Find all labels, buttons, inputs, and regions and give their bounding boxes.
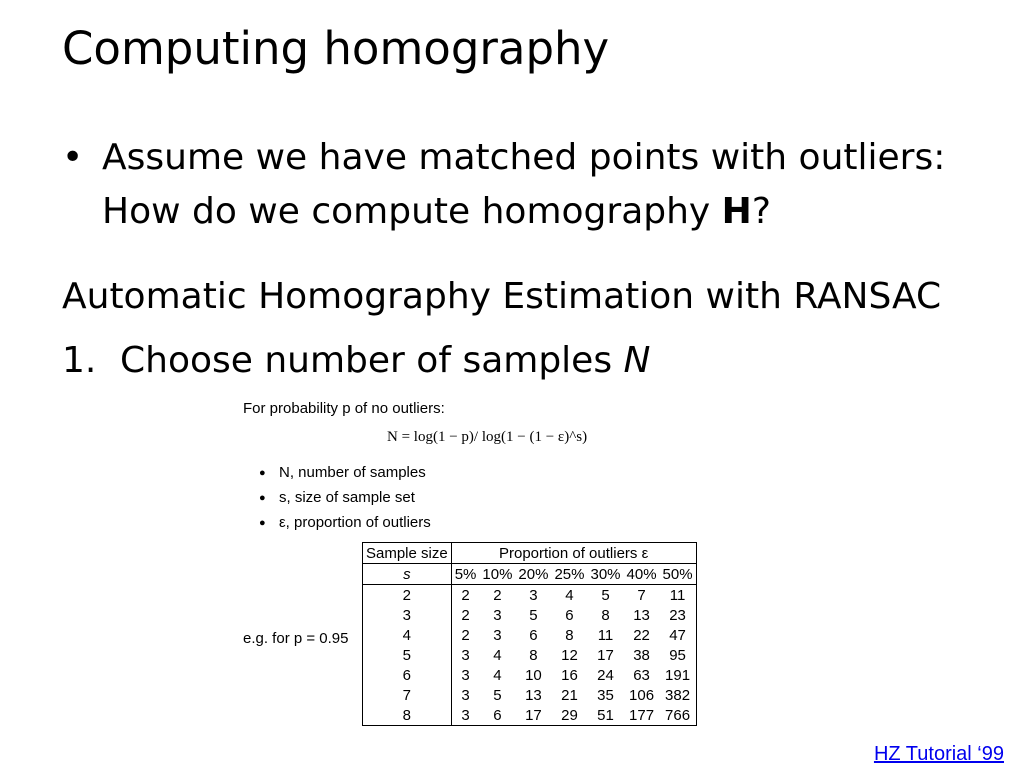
table-row xyxy=(363,605,697,625)
table-header-row xyxy=(363,543,697,564)
column-header: 40% xyxy=(624,564,660,585)
step-number: 1. xyxy=(62,340,97,381)
bullet-line-2-end: ? xyxy=(751,191,771,232)
row-sample-size: 4 xyxy=(363,625,452,645)
table-cell: 13 xyxy=(525,686,542,704)
figure-bullet: ● N, number of samples xyxy=(259,464,426,481)
figure-bullet-text: N, number of samples xyxy=(279,464,426,481)
header-s xyxy=(363,564,452,585)
table-cell: 382 xyxy=(665,686,691,704)
table-cell: 38 xyxy=(633,646,650,664)
step-variable: N xyxy=(623,340,651,381)
table-cell: 10 xyxy=(525,666,542,684)
row-sample-size: 3 xyxy=(363,605,452,625)
table-cell: 5 xyxy=(529,606,538,624)
figure-bullet: ● ε, proportion of outliers xyxy=(259,514,431,531)
row-sample-size: 8 xyxy=(363,705,452,726)
table-cell: 3 xyxy=(461,686,470,704)
table-cell: 6 xyxy=(529,626,538,644)
bullet-dot: • xyxy=(62,137,84,178)
table-cell: 8 xyxy=(565,626,574,644)
table-cell: 21 xyxy=(561,686,578,704)
table-cell: 17 xyxy=(597,646,614,664)
bullet-line-2-text: How do we compute homography xyxy=(102,191,722,232)
table-cell: 2 xyxy=(461,606,470,624)
table-cell: 8 xyxy=(601,606,610,624)
table-cell: 2 xyxy=(461,586,470,604)
table-cell: 63 xyxy=(633,666,650,684)
column-header: 50% xyxy=(660,564,697,585)
table-cell: 22 xyxy=(633,626,650,644)
table-cell: 191 xyxy=(665,666,691,684)
bullet-line-2-bold: H xyxy=(721,191,752,232)
column-header: 30% xyxy=(587,564,623,585)
table-cell: 23 xyxy=(669,606,686,624)
table-column-row xyxy=(363,564,697,585)
slide-title: Computing homography xyxy=(62,22,610,75)
row-sample-size: 7 xyxy=(363,685,452,705)
column-header: 5% xyxy=(451,564,479,585)
ransac-figure xyxy=(243,400,743,745)
figure-bullet-list xyxy=(243,464,431,539)
figure-bullet-text: ε, proportion of outliers xyxy=(279,514,431,531)
header-s-label: s xyxy=(403,565,411,583)
table-cell: 6 xyxy=(565,606,574,624)
table-cell: 6 xyxy=(493,706,502,724)
table-cell: 106 xyxy=(629,686,655,704)
table-cell: 13 xyxy=(633,606,650,624)
table-cell: 35 xyxy=(597,686,614,704)
table-cell: 3 xyxy=(461,646,470,664)
table-row xyxy=(363,625,697,645)
table-cell: 2 xyxy=(461,626,470,644)
row-sample-size: 6 xyxy=(363,665,452,685)
column-header: 10% xyxy=(479,564,515,585)
table-cell: 16 xyxy=(561,666,578,684)
table-cell: 4 xyxy=(493,646,502,664)
table-row xyxy=(363,645,697,665)
column-header: 25% xyxy=(551,564,587,585)
table-cell: 3 xyxy=(461,666,470,684)
table-cell: 3 xyxy=(461,706,470,724)
table-row xyxy=(363,665,697,685)
table-cell: 47 xyxy=(669,626,686,644)
table-cell: 766 xyxy=(665,706,691,724)
formula: N = log(1 − p)/ log(1 − (1 − ε)^s) xyxy=(387,429,588,445)
table-cell: 2 xyxy=(493,586,502,604)
table-cell: 51 xyxy=(597,706,614,724)
header-proportion: Proportion of outliers ε xyxy=(451,543,696,564)
bullet-line-2 xyxy=(102,185,1002,239)
table-row xyxy=(363,685,697,705)
table-cell: 4 xyxy=(565,586,574,604)
table-cell: 5 xyxy=(601,586,610,604)
table-cell: 12 xyxy=(561,646,578,664)
table-cell: 17 xyxy=(525,706,542,724)
row-sample-size: 2 xyxy=(363,585,452,606)
samples-table xyxy=(362,542,697,726)
figure-bullet-text: s, size of sample set xyxy=(279,489,415,506)
table-cell: 95 xyxy=(669,646,686,664)
table-cell: 11 xyxy=(597,626,614,644)
example-label: e.g. for p = 0.95 xyxy=(243,630,349,647)
table-cell: 4 xyxy=(493,666,502,684)
column-header: 20% xyxy=(515,564,551,585)
row-sample-size: 5 xyxy=(363,645,452,665)
hz-tutorial-link[interactable]: HZ Tutorial ‘99 xyxy=(873,743,1004,765)
probability-text: For probability p of no outliers: xyxy=(243,400,445,417)
table-cell: 7 xyxy=(637,586,646,604)
table-cell: 3 xyxy=(493,606,502,624)
table-cell: 29 xyxy=(561,706,578,724)
table-cell: 3 xyxy=(529,586,538,604)
table-row xyxy=(363,705,697,726)
table-row xyxy=(363,585,697,606)
table-cell: 8 xyxy=(529,646,538,664)
bullet-line-1: Assume we have matched points with outliers: xyxy=(102,137,946,178)
table-cell: 24 xyxy=(597,666,614,684)
table-cell: 3 xyxy=(493,626,502,644)
header-sample-size: Sample size xyxy=(363,543,452,564)
step-text-main: Choose number of samples xyxy=(120,340,624,381)
table-cell: 5 xyxy=(493,686,502,704)
step-text xyxy=(120,340,650,381)
table-cell: 11 xyxy=(669,586,686,604)
figure-bullet: ● s, size of sample set xyxy=(259,489,415,506)
sub-heading: Automatic Homography Estimation with RANSAC xyxy=(62,276,942,317)
table-cell: 177 xyxy=(629,706,655,724)
